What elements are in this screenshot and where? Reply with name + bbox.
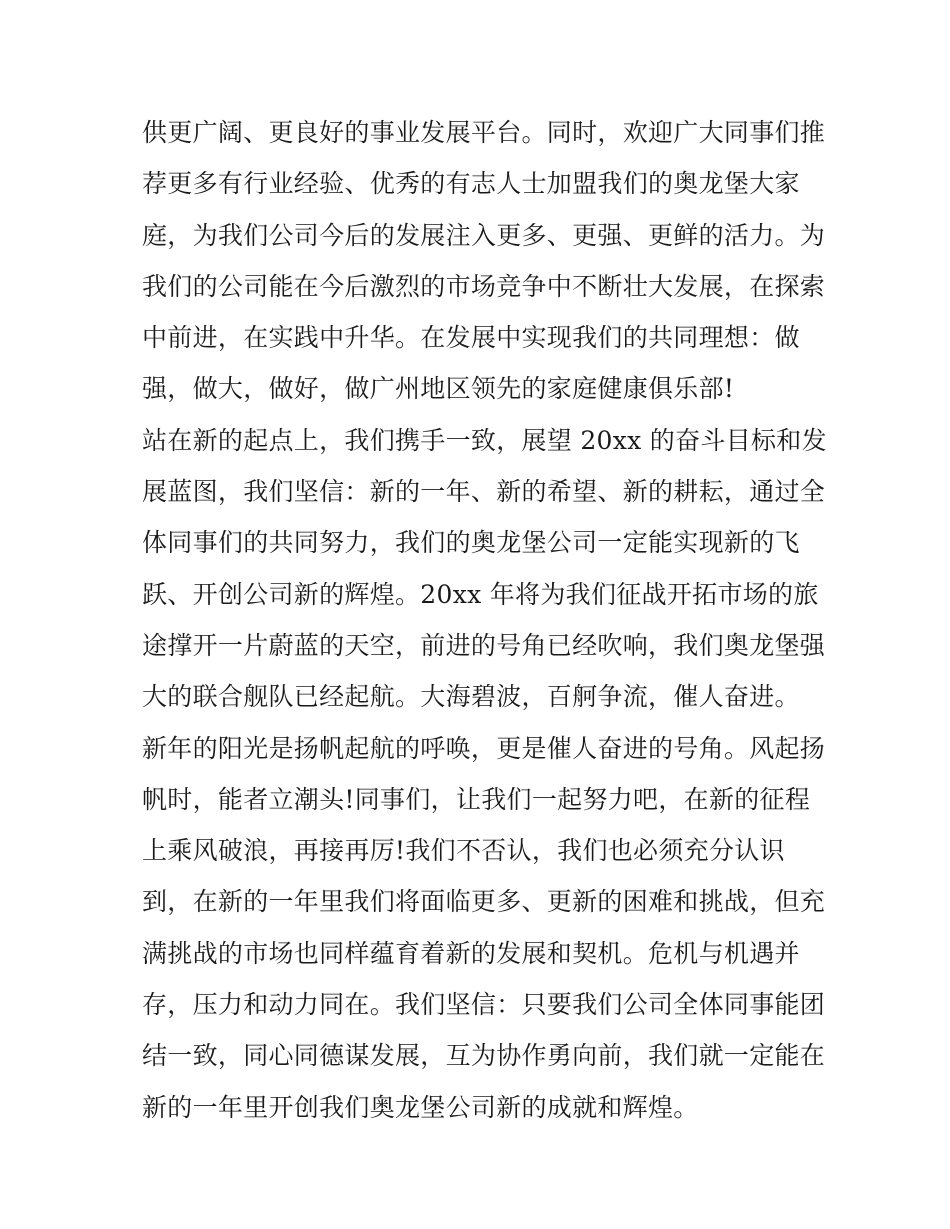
text-line: 我们的公司能在今后激烈的市场竞争中不断壮大发展，在探索 — [142, 271, 826, 301]
text-line: 庭，为我们公司今后的发展注入更多、更强、更鲜的活力。为 — [142, 220, 826, 250]
text-line: 存，压力和动力同在。我们坚信：只要我们公司全体同事能团 — [142, 990, 826, 1020]
text-line: 展蓝图，我们坚信：新的一年、新的希望、新的耕耘，通过全 — [142, 477, 826, 507]
text-line: 跃、开创公司新的辉煌。20xx 年将为我们征战开拓市场的旅 — [142, 579, 819, 609]
text-line: 上乘风破浪，再接再厉!我们不否认，我们也必须充分认识 — [142, 836, 785, 866]
text-line: 满挑战的市场也同样蕴育着新的发展和契机。危机与机遇并 — [142, 938, 800, 968]
text-line: 荐更多有行业经验、优秀的有志人士加盟我们的奥龙堡大家 — [142, 169, 800, 199]
text-line: 帆时，能者立潮头!同事们，让我们一起努力吧，在新的征程 — [142, 784, 811, 814]
text-line: 新的一年里开创我们奥龙堡公司新的成就和辉煌。 — [142, 1092, 699, 1122]
text-line: 强，做大，做好，做广州地区领先的家庭健康俱乐部! — [142, 374, 735, 404]
text-line: 大的联合舰队已经起航。大海碧波，百舸争流，催人奋进。 — [142, 682, 800, 712]
text-line: 新年的阳光是扬帆起航的呼唤，更是催人奋进的号角。风起扬 — [142, 733, 826, 763]
text-line: 途撑开一片蔚蓝的天空，前进的号角已经吹响，我们奥龙堡强 — [142, 630, 826, 660]
body-text — [142, 107, 827, 1133]
text-line: 供更广阔、更良好的事业发展平台。同时，欢迎广大同事们推 — [142, 118, 826, 147]
text-line: 到，在新的一年里我们将面临更多、更新的困难和挑战，但充 — [142, 887, 826, 917]
text-line: 中前进，在实践中升华。在发展中实现我们的共同理想：做 — [142, 323, 800, 353]
text-line: 体同事们的共同努力，我们的奥龙堡公司一定能实现新的飞 — [142, 528, 800, 558]
text-line: 站在新的起点上，我们携手一致，展望 20xx 的奋斗目标和发 — [142, 425, 827, 455]
text-line: 结一致，同心同德谋发展，互为协作勇向前，我们就一定能在 — [142, 1041, 826, 1071]
